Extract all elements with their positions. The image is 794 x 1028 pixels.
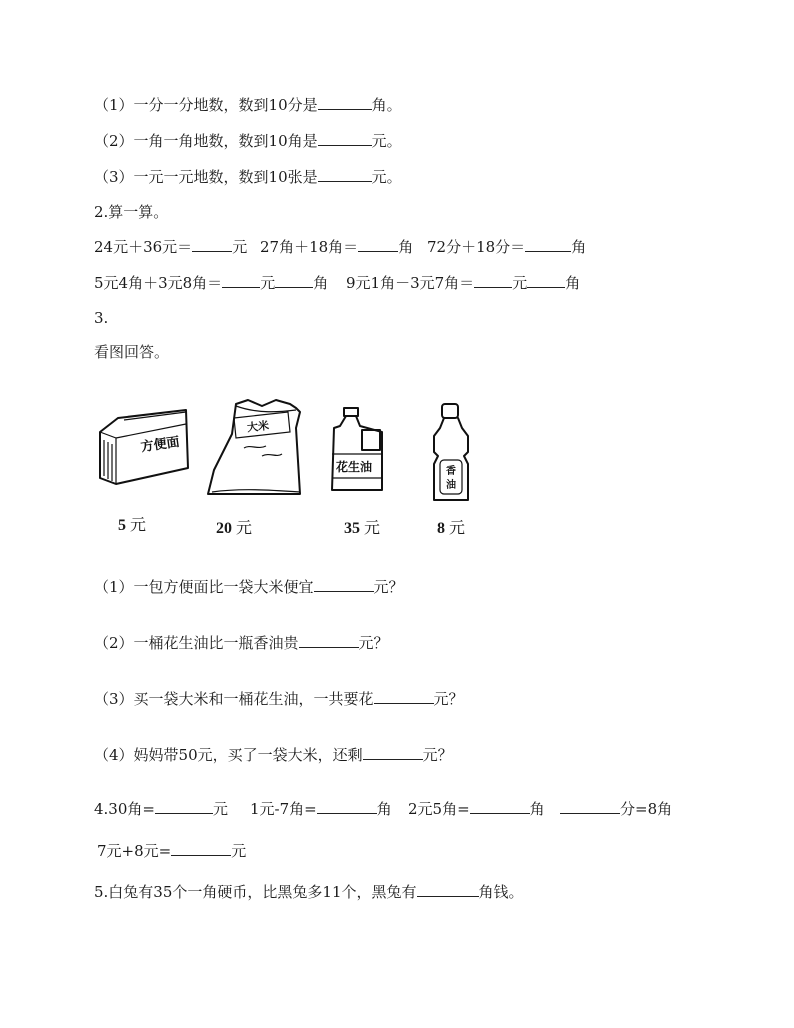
instant-noodles-icon: [100, 410, 188, 484]
price-sesame-oil: [437, 515, 465, 538]
q1-item-3-text: （3）一元一元地数，数到10张是: [94, 168, 318, 186]
q1-item-1-text: （1）一分一分地数，数到10分是: [94, 96, 318, 114]
answer-blank[interactable]: [560, 798, 620, 814]
q4-expr-2-unit: 角: [376, 800, 392, 818]
q2-title: 2.算一算。: [94, 203, 169, 221]
q4-expr-4-text: 分=8角: [620, 800, 673, 818]
answer-blank[interactable]: [275, 272, 313, 288]
q3-question-4-unit: 元？: [422, 746, 453, 764]
price-value: 20: [216, 520, 232, 537]
price-unit: 元: [364, 520, 381, 537]
price-unit: 元: [236, 520, 253, 537]
q5-unit: 角钱。: [478, 883, 524, 901]
q2-expr-3-unit: 角: [571, 238, 587, 256]
price-peanut-oil: [344, 515, 380, 538]
q3-question-3: [94, 688, 464, 709]
q3-question-1: [94, 576, 404, 597]
q2-expr-3: [427, 236, 586, 257]
q5: [94, 881, 524, 902]
q3-question-2-unit: 元？: [358, 634, 389, 652]
q2-expr-2-text: 27角＋18角＝: [260, 238, 359, 256]
q1-item-2-text: （2）一角一角地数，数到10角是: [94, 132, 318, 150]
answer-blank[interactable]: [318, 166, 372, 182]
q4-expr-2: [250, 798, 392, 819]
answer-blank[interactable]: [417, 881, 479, 897]
q2-expr-1-text: 24元＋36元＝: [94, 238, 193, 256]
q3-question-3-unit: 元？: [433, 690, 464, 708]
price-instant-noodles: [118, 512, 146, 535]
q2-expr-4-text: 5元4角＋3元8角＝: [94, 274, 223, 292]
product-illustrations: [0, 398, 794, 508]
q2-expr-1: [94, 236, 247, 257]
q4-expr-1: [94, 798, 228, 819]
q1-item-3: [94, 166, 402, 187]
answer-blank[interactable]: [222, 272, 260, 288]
q4-expr-5-unit: 元: [231, 842, 247, 860]
q1-item-1-unit: 角。: [371, 96, 402, 114]
q4-expr-3-unit: 角: [529, 800, 545, 818]
q4-expr-5-text: 7元+8元=: [97, 842, 172, 860]
answer-blank[interactable]: [470, 798, 530, 814]
q2-expr-4-unit-jiao: 角: [313, 274, 329, 292]
price-unit: 元: [449, 520, 466, 537]
svg-text:大米: 大米: [246, 419, 270, 435]
price-rice: [216, 515, 252, 538]
price-value: 8: [437, 520, 445, 537]
q1-item-1: [94, 94, 402, 115]
answer-blank[interactable]: [318, 130, 372, 146]
price-value: 5: [118, 517, 126, 534]
answer-blank[interactable]: [192, 236, 232, 252]
answer-blank[interactable]: [363, 744, 423, 760]
q2-expr-2: [260, 236, 413, 257]
q4-expr-2-text: 1元-7角=: [250, 800, 317, 818]
answer-blank[interactable]: [474, 272, 512, 288]
q4-expr-4: [560, 798, 672, 819]
q1-item-3-unit: 元。: [371, 168, 402, 186]
answer-blank[interactable]: [358, 236, 398, 252]
q4-expr-1-text: 4.30角=: [94, 800, 155, 818]
q4-row-2: [97, 840, 246, 861]
q3-title: 看图回答。: [94, 343, 170, 361]
answer-blank[interactable]: [374, 688, 434, 704]
q2-expr-5-text: 9元1角－3元7角＝: [346, 274, 475, 292]
q2-expr-5-unit-jiao: 角: [565, 274, 581, 292]
answer-blank[interactable]: [171, 840, 231, 856]
q3-question-2: [94, 632, 389, 653]
q5-text: 5.白兔有35个一角硬币，比黑兔多11个，黑兔有: [94, 883, 417, 901]
q3-question-1-unit: 元？: [373, 578, 404, 596]
answer-blank[interactable]: [527, 272, 565, 288]
answer-blank[interactable]: [314, 576, 374, 592]
svg-text:油: 油: [446, 480, 456, 491]
q3-number: 3.: [94, 309, 109, 327]
q4-expr-3: [408, 798, 545, 819]
q3-question-3-text: （3）买一袋大米和一桶花生油，一共要花: [94, 690, 374, 708]
q2-expr-4: [94, 272, 328, 293]
q3-question-2-text: （2）一桶花生油比一瓶香油贵: [94, 634, 299, 652]
q2-expr-2-unit: 角: [398, 238, 414, 256]
q2-expr-5-unit-yuan: 元: [512, 274, 528, 292]
rice-bag-icon: [208, 400, 300, 494]
q2-expr-4-unit-yuan: 元: [260, 274, 276, 292]
answer-blank[interactable]: [525, 236, 571, 252]
answer-blank[interactable]: [155, 798, 213, 814]
answer-blank[interactable]: [318, 94, 372, 110]
answer-blank[interactable]: [299, 632, 359, 648]
answer-blank[interactable]: [317, 798, 377, 814]
q2-expr-5: [346, 272, 580, 293]
sesame-oil-bottle-icon: [434, 404, 468, 500]
q2-expr-1-unit: 元: [232, 238, 248, 256]
svg-text:方便面: 方便面: [139, 434, 181, 456]
q1-item-2-unit: 元。: [371, 132, 402, 150]
q3-question-4: [94, 744, 453, 765]
svg-text:香: 香: [446, 466, 456, 477]
q1-item-2: [94, 130, 402, 151]
q4-expr-3-text: 2元5角=: [408, 800, 470, 818]
q3-question-4-text: （4）妈妈带50元，买了一袋大米，还剩: [94, 746, 363, 764]
q4-expr-1-unit: 元: [212, 800, 228, 818]
svg-text:花生油: 花生油: [336, 460, 373, 474]
price-unit: 元: [130, 517, 147, 534]
q2-expr-3-text: 72分＋18分＝: [427, 238, 526, 256]
q3-question-1-text: （1）一包方便面比一袋大米便宜: [94, 578, 314, 596]
price-value: 35: [344, 520, 360, 537]
peanut-oil-jug-icon: [332, 408, 382, 490]
